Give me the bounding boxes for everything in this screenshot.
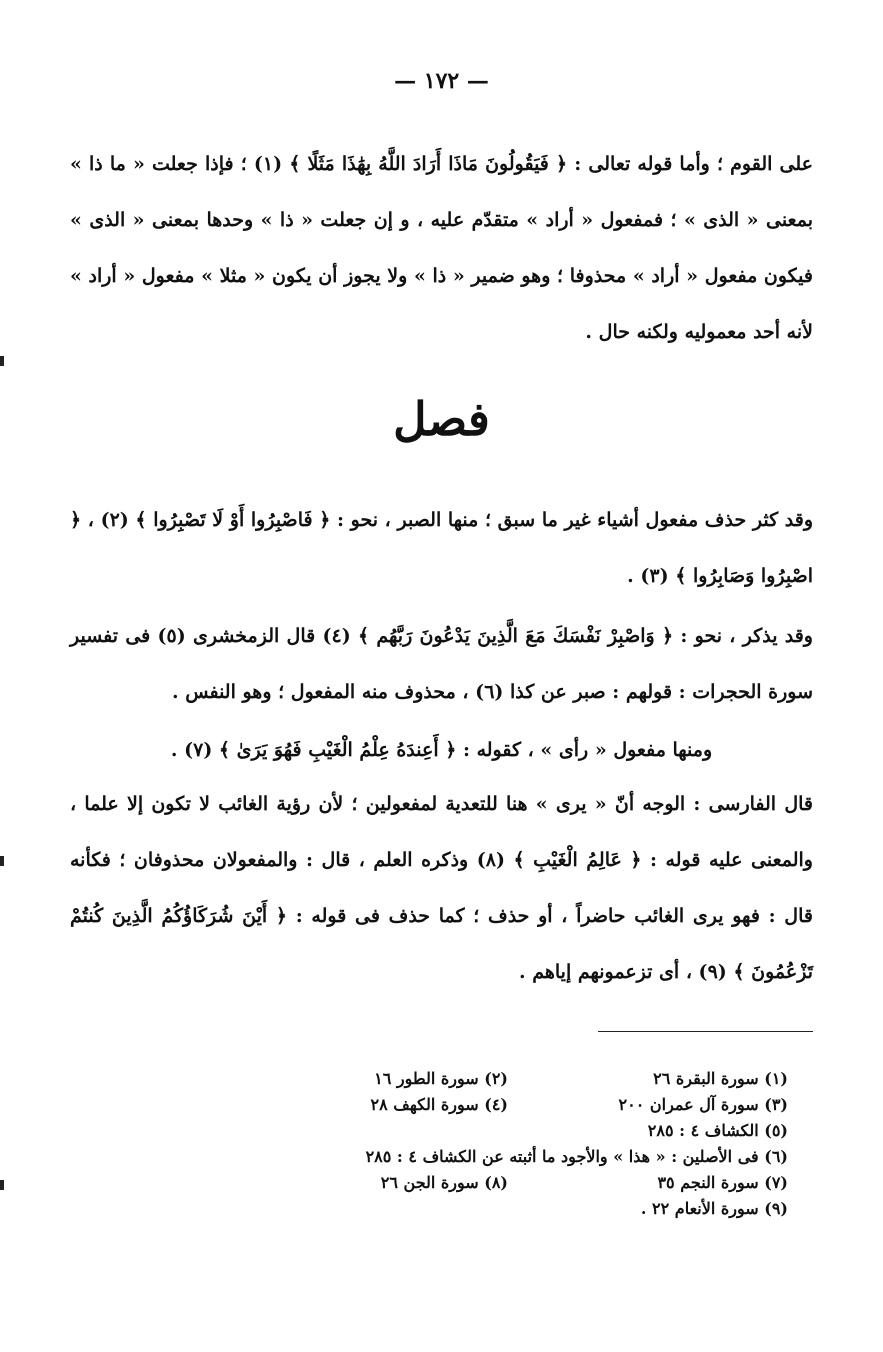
footnote-3: (٣) سورة آل عمران ٢٠٠	[618, 1095, 788, 1114]
footnote-divider	[598, 1031, 813, 1032]
footnote-row	[228, 1170, 788, 1196]
paragraph-raa: ومنها مفعول « رأى » ، كقوله : ﴿ أَعِندَهُ عِلْمُ الْغَيْبِ فَهُوَ يَرَىٰ ﴾ (٧) .	[170, 739, 713, 761]
section-heading: فصل	[393, 392, 490, 446]
footnote-5: (٥) الكشاف ٤ : ٢٨٥	[647, 1121, 788, 1140]
paragraph-zamakhshari: وقد يذكر ، نحو : ﴿ وَاصْبِرْ نَفْسَكَ مَعَ الَّذِينَ يَدْعُونَ رَبَّهُم ﴾ (٤) قال الزمخشرى (٥) فى تفسير سورة الحجرات : قولهم : صبر عن كذا (٦) ، محذوف منه المفعول ؛ وهو النفس .	[70, 625, 813, 703]
footnote-7: (٧) سورة النجم ٣٥	[657, 1173, 788, 1192]
paragraph-sabr: وقد كثر حذف مفعول أشياء غير ما سبق ؛ منها الصبر ، نحو : ﴿ فَاصْبِرُوا أَوْ لَا تَصْبِرُوا ﴾ (٢) ، ﴿ اصْبِرُوا وَصَابِرُوا ﴾ (٣) .	[70, 509, 813, 587]
paragraph-farisi: قال الفارسى : الوجه أنّ « يرى » هنا للتعدية لمفعولين ؛ لأن رؤية الغائب لا تكون إلا علما ، والمعنى عليه قوله : ﴿ عَالِمُ الْغَيْبِ ﴾ (٨) وذكره العلم ، قال : والمفعولان محذوفان ؛ فكأنه قال : فهو يرى الغائب حاضراً ، أو حذف ؛ كما حذف فى قوله : ﴿ أَيْنَ شُرَكَاؤُكُمُ الَّذِينَ كُنتُمْ تَزْعُمُونَ ﴾ (٩) ، أى تزعمونهم إياهم .	[70, 793, 813, 983]
scan-margin-mark	[0, 856, 4, 866]
footnote-row	[228, 1118, 788, 1144]
page-number: — ١٧٢ —	[394, 68, 489, 94]
footnote-2: (٢) سورة الطور ١٦	[374, 1069, 508, 1088]
footnote-row	[228, 1144, 788, 1170]
footnote-9: (٩) سورة الأنعام ٢٢ .	[640, 1199, 788, 1218]
footnote-row	[228, 1092, 788, 1118]
footnote-row	[228, 1066, 788, 1092]
footnote-1: (١) سورة البقرة ٢٦	[653, 1069, 788, 1088]
paragraph-intro: على القوم ؛ وأما قوله تعالى : ﴿ فَيَقُولُونَ مَاذَا أَرَادَ اللَّهُ بِهَٰذَا مَثَلًا ﴾ (١) ؛ فإذا جعلت « ما ذا » بمعنى « الذى » ؛ فمفعول « أراد » متقدّم عليه ، و إن جعلت « ذا » وحدها بمعنى « الذى » فيكون مفعول « أراد » محذوفا ؛ وهو ضمير « ذا » ولا يجوز أن يكون « مثلا » مفعول « أراد » لأنه أحد معموليه ولكنه حال .	[70, 153, 813, 343]
footnote-row	[228, 1196, 788, 1222]
footnote-6: (٦) فى الأصلين : « هذا » والأجود ما أثبته عن الكشاف ٤ : ٢٨٥	[365, 1147, 788, 1166]
scan-margin-mark	[0, 1180, 4, 1190]
footnote-4: (٤) سورة الكهف ٢٨	[370, 1095, 508, 1114]
scan-margin-mark	[0, 356, 4, 366]
footnote-8: (٨) سورة الجن ٢٦	[380, 1173, 508, 1192]
footnotes	[228, 1066, 788, 1222]
